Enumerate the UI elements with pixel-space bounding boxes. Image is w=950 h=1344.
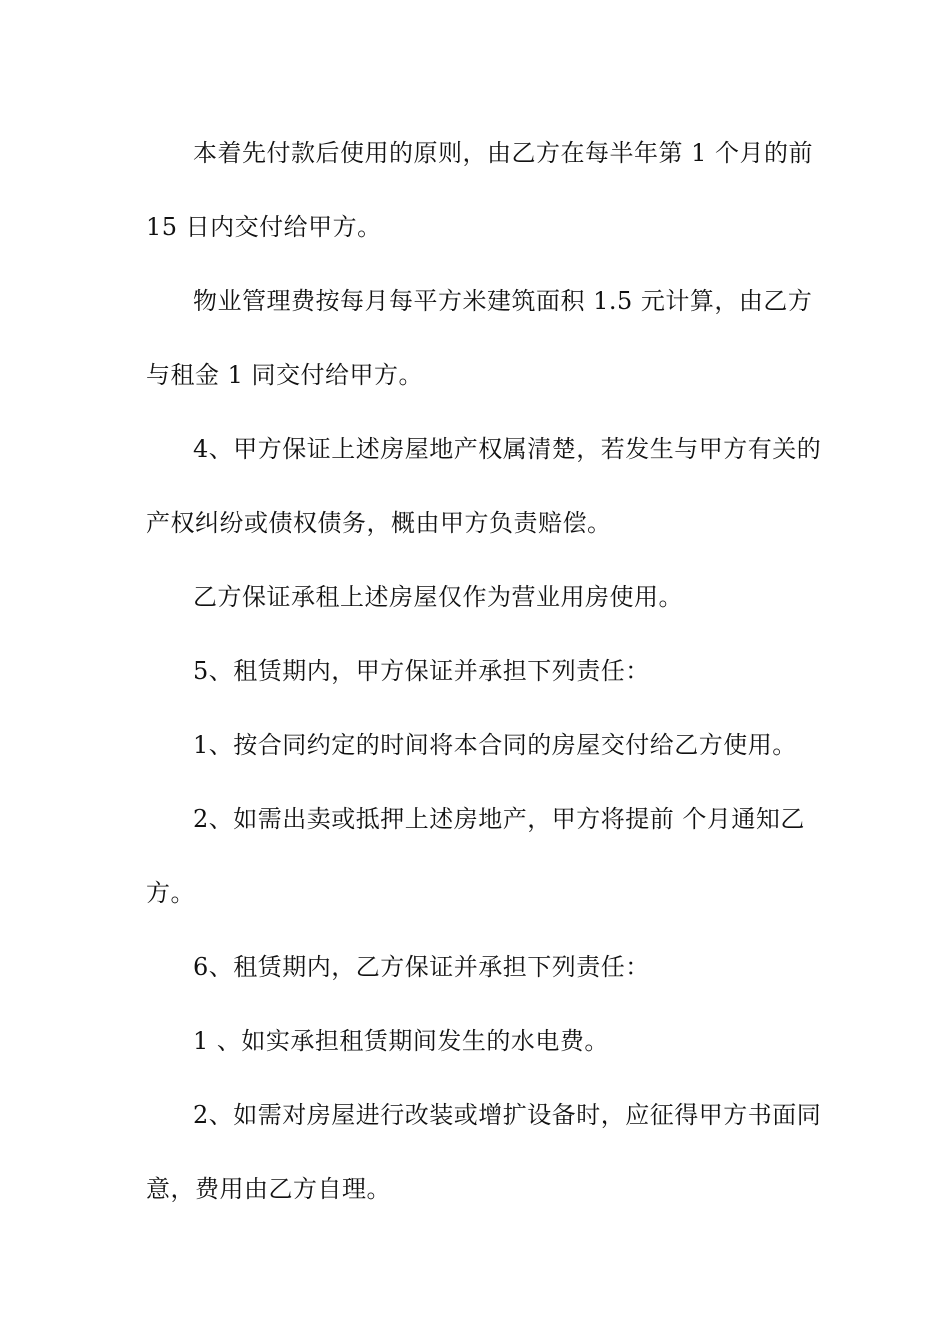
paragraph-line: 2、如需对房屋进行改装或增扩设备时，应征得甲方书面同	[193, 1101, 822, 1129]
paragraph-line: 4、甲方保证上述房屋地产权属清楚，若发生与甲方有关的	[193, 435, 822, 463]
paragraph-line: 乙方保证承租上述房屋仅作为营业用房使用。	[193, 583, 683, 611]
paragraph-line: 与租金 1 同交付给甲方。	[146, 361, 424, 389]
paragraph-line: 6、租赁期内，乙方保证并承担下列责任：	[193, 953, 650, 981]
paragraph-line: 产权纠纷或债权债务，概由甲方负责赔偿。	[146, 509, 612, 537]
paragraph-line: 2、如需出卖或抵押上述房地产，甲方将提前 个月通知乙	[193, 805, 805, 833]
paragraph-line: 1 、如实承担租赁期间发生的水电费。	[193, 1027, 609, 1055]
paragraph-line: 方。	[146, 879, 195, 907]
paragraph-line: 意，费用由乙方自理。	[146, 1175, 391, 1203]
paragraph-line: 物业管理费按每月每平方米建筑面积 1.5 元计算，由乙方	[193, 287, 813, 315]
paragraph-line: 本着先付款后使用的原则，由乙方在每半年第 1 个月的前	[193, 139, 814, 167]
paragraph-line: 1、按合同约定的时间将本合同的房屋交付给乙方使用。	[193, 731, 797, 759]
paragraph-line: 15 日内交付给甲方。	[146, 213, 382, 241]
paragraph-line: 5、租赁期内，甲方保证并承担下列责任：	[193, 657, 650, 685]
